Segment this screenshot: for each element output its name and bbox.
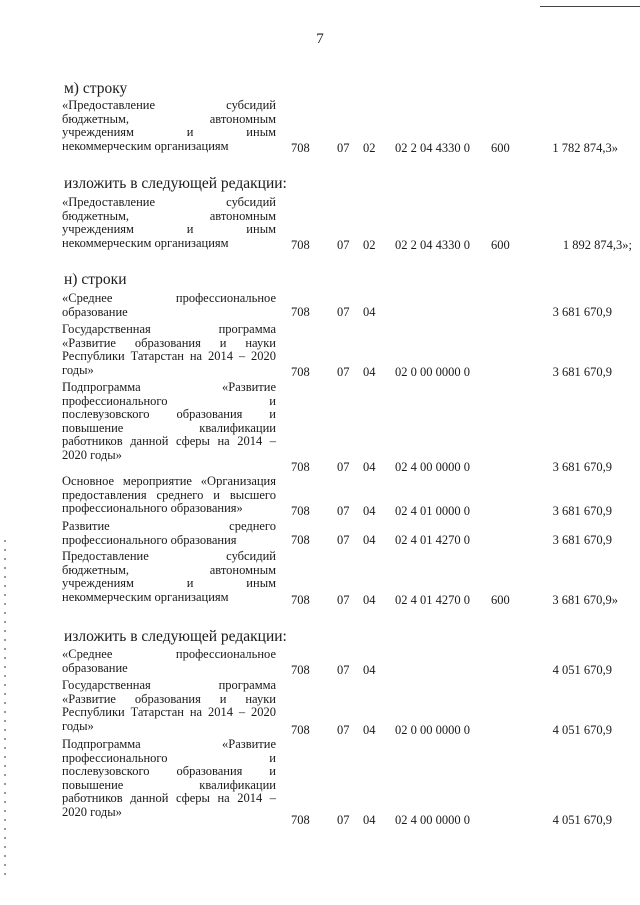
expense-type-code: 600: [491, 238, 510, 252]
target-article-code: 02 4 00 0000 0: [395, 460, 470, 474]
amount: 1 892 874,3»;: [562, 238, 632, 252]
target-article-code: 02 0 00 0000 0: [395, 723, 470, 737]
description-line: 2020 годы»: [62, 804, 122, 819]
target-article-code: 02 0 00 0000 0: [395, 365, 470, 379]
description-line: работников данной сферы на 2014 –: [62, 434, 276, 449]
description-line: профессионального и: [62, 750, 276, 765]
row-description: [62, 196, 276, 250]
subsection-code: 04: [363, 504, 376, 518]
row-description: [62, 679, 276, 733]
subsection-code: 04: [363, 305, 376, 319]
page-number: 7: [316, 31, 324, 47]
row-description: [62, 738, 276, 820]
subsection-code: 04: [363, 813, 376, 827]
department-code: 708: [291, 305, 310, 319]
description-line: работников данной сферы на 2014 –: [62, 791, 276, 806]
section-code: 07: [337, 723, 350, 737]
target-article-code: 02 4 00 0000 0: [395, 813, 470, 827]
target-article-code: 02 2 04 4330 0: [395, 238, 470, 252]
row-description: [62, 99, 276, 153]
description-line: «Развитие образования и науки: [62, 335, 276, 350]
description-line: годы»: [62, 718, 94, 733]
section-heading: н) строки: [64, 271, 127, 288]
row-description: [62, 323, 276, 377]
table-row: [62, 380, 640, 474]
department-code: 708: [291, 593, 310, 607]
description-line: «Развитие образования и науки: [62, 691, 276, 706]
subsection-code: 04: [363, 593, 376, 607]
department-code: 708: [291, 238, 310, 252]
description-line: Основное мероприятие «Организация: [62, 474, 276, 488]
description-line: бюджетным, автономным: [62, 562, 276, 577]
description-line: Подпрограмма «Развитие: [62, 380, 276, 394]
target-article-code: 02 2 04 4330 0: [395, 141, 470, 155]
amount: 3 681 670,9: [552, 365, 612, 379]
section-code: 07: [337, 533, 350, 547]
table-row: [62, 99, 640, 169]
expense-type-code: 600: [491, 593, 510, 607]
row-description: [62, 520, 276, 547]
description-line: Предоставление субсидий: [62, 549, 276, 563]
amount: 4 051 670,9: [552, 723, 612, 737]
section-heading: изложить в следующей редакции:: [64, 628, 287, 645]
row-description: [62, 381, 276, 463]
target-article-code: 02 4 01 4270 0: [395, 593, 470, 607]
description-line: предоставления среднего и высшего: [62, 487, 276, 502]
subsection-code: 04: [363, 365, 376, 379]
subsection-code: 04: [363, 533, 376, 547]
subsection-code: 04: [363, 460, 376, 474]
top-rule: [540, 6, 640, 7]
description-line: Государственная программа: [62, 678, 276, 692]
department-code: 708: [291, 663, 310, 677]
description-line: «Предоставление субсидий: [62, 195, 276, 209]
amount: 3 681 670,9: [552, 504, 612, 518]
description-line: послевузовского образования и: [62, 764, 276, 779]
amount: 1 782 874,3»: [552, 141, 618, 155]
description-line: повышение квалификации: [62, 777, 276, 792]
description-line: послевузовского образования и: [62, 407, 276, 422]
row-description: [62, 648, 276, 675]
section-code: 07: [337, 504, 350, 518]
description-line: некоммерческим организациям: [62, 138, 229, 153]
table-row: [62, 550, 640, 620]
department-code: 708: [291, 533, 310, 547]
amount: 4 051 670,9: [552, 813, 612, 827]
margin-binding-marks: [4, 540, 6, 880]
description-line: «Среднее профессиональное: [62, 291, 276, 305]
description-line: образование: [62, 660, 128, 675]
table-row: [62, 737, 640, 827]
section-code: 07: [337, 460, 350, 474]
description-line: «Предоставление субсидий: [62, 98, 276, 112]
description-line: образование: [62, 304, 128, 319]
department-code: 708: [291, 460, 310, 474]
description-line: «Среднее профессиональное: [62, 647, 276, 661]
section-code: 07: [337, 365, 350, 379]
subsection-code: 04: [363, 663, 376, 677]
description-line: Государственная программа: [62, 322, 276, 336]
description-line: учреждениям и иным: [62, 125, 276, 140]
subsection-code: 04: [363, 723, 376, 737]
table-row: [62, 196, 640, 266]
section-code: 07: [337, 813, 350, 827]
description-line: 2020 годы»: [62, 447, 122, 462]
description-line: учреждениям и иным: [62, 222, 276, 237]
department-code: 708: [291, 141, 310, 155]
amount: 3 681 670,9: [552, 533, 612, 547]
description-line: повышение квалификации: [62, 420, 276, 435]
section-code: 07: [337, 593, 350, 607]
section-code: 07: [337, 305, 350, 319]
description-line: бюджетным, автономным: [62, 208, 276, 223]
description-line: учреждениям и иным: [62, 576, 276, 591]
description-line: годы»: [62, 362, 94, 377]
section-code: 07: [337, 141, 350, 155]
department-code: 708: [291, 723, 310, 737]
description-line: профессионального образования: [62, 532, 237, 547]
description-line: Развитие среднего: [62, 519, 276, 533]
target-article-code: 02 4 01 0000 0: [395, 504, 470, 518]
department-code: 708: [291, 365, 310, 379]
description-line: Республики Татарстан на 2014 – 2020: [62, 349, 276, 364]
section-code: 07: [337, 663, 350, 677]
expense-type-code: 600: [491, 141, 510, 155]
description-line: некоммерческим организациям: [62, 235, 229, 250]
amount: 3 681 670,9: [552, 460, 612, 474]
department-code: 708: [291, 504, 310, 518]
description-line: Республики Татарстан на 2014 – 2020: [62, 705, 276, 720]
section-code: 07: [337, 238, 350, 252]
description-line: некоммерческим организациям: [62, 589, 229, 604]
row-description: [62, 550, 276, 604]
description-line: бюджетным, автономным: [62, 111, 276, 126]
description-line: профессионального образования»: [62, 501, 243, 516]
target-article-code: 02 4 01 4270 0: [395, 533, 470, 547]
row-description: [62, 292, 276, 319]
section-heading: изложить в следующей редакции:: [64, 175, 287, 192]
description-line: Подпрограмма «Развитие: [62, 737, 276, 751]
amount: 4 051 670,9: [552, 663, 612, 677]
description-line: профессионального и: [62, 393, 276, 408]
subsection-code: 02: [363, 141, 376, 155]
amount: 3 681 670,9»: [552, 593, 618, 607]
section-heading: м) строку: [64, 80, 128, 97]
subsection-code: 02: [363, 238, 376, 252]
amount: 3 681 670,9: [552, 305, 612, 319]
row-description: [62, 475, 276, 516]
department-code: 708: [291, 813, 310, 827]
